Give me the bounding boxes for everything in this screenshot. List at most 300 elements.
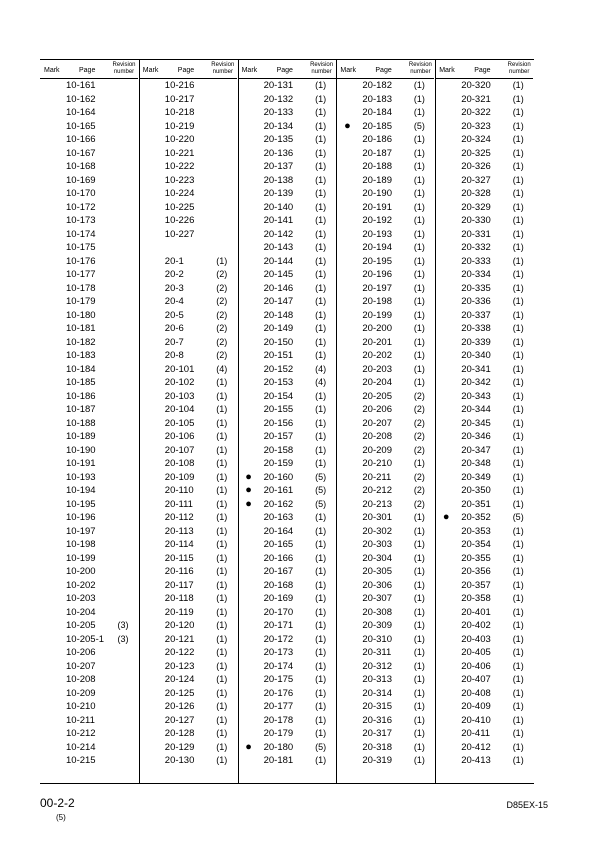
page-ref: 10-221 bbox=[164, 147, 195, 159]
revision-number: (1) bbox=[315, 647, 327, 657]
revision-number: (1) bbox=[315, 390, 327, 401]
table-row bbox=[435, 754, 533, 768]
page-ref: 20-162 bbox=[263, 498, 294, 510]
table-row bbox=[238, 376, 336, 390]
table-row bbox=[336, 336, 434, 350]
table-row bbox=[238, 349, 336, 363]
table-row bbox=[139, 565, 237, 579]
page-ref: 20-113 bbox=[164, 525, 194, 537]
page-ref: 20-144 bbox=[263, 255, 294, 267]
page-ref: 20-105 bbox=[164, 417, 195, 429]
header-revision: Revision number bbox=[507, 62, 531, 75]
page-ref: 20-349 bbox=[461, 471, 491, 483]
table-row bbox=[336, 471, 434, 485]
page-ref: 10-200 bbox=[66, 566, 96, 577]
page-ref: 20-201 bbox=[362, 336, 392, 348]
page-ref: 20-6 bbox=[164, 323, 184, 334]
revision-number: (1) bbox=[315, 566, 327, 576]
page-ref: 20-146 bbox=[263, 282, 294, 294]
table-row bbox=[40, 498, 138, 512]
table-row bbox=[336, 714, 434, 728]
table-row bbox=[40, 174, 138, 188]
table-row bbox=[40, 336, 138, 350]
page-ref: 20-171 bbox=[263, 620, 294, 631]
table-row bbox=[238, 498, 336, 512]
table-row bbox=[435, 403, 533, 417]
header-revision: Revision number bbox=[211, 62, 235, 75]
table-row bbox=[139, 754, 237, 768]
page-ref: 20-124 bbox=[164, 674, 195, 685]
revision-number: (1) bbox=[512, 471, 524, 482]
table-row bbox=[435, 201, 533, 215]
page-ref: 20-104 bbox=[164, 404, 195, 415]
page-ref: 20-413 bbox=[461, 755, 491, 766]
page-ref: 20-200 bbox=[362, 323, 392, 334]
revision-number: (1) bbox=[413, 161, 425, 171]
page-ref: 10-187 bbox=[66, 404, 96, 415]
revision-number: (1) bbox=[512, 660, 524, 671]
table-row bbox=[40, 133, 138, 147]
page-ref: 20-337 bbox=[461, 309, 491, 321]
table-row bbox=[40, 687, 138, 701]
table-row bbox=[139, 147, 237, 161]
table-row bbox=[40, 93, 138, 107]
table-row bbox=[40, 484, 138, 498]
revision-number: (1) bbox=[512, 431, 524, 441]
table-row bbox=[40, 160, 138, 174]
table-row bbox=[336, 552, 434, 566]
table-row bbox=[238, 525, 336, 539]
table-row bbox=[238, 201, 336, 215]
page-ref: 20-8 bbox=[164, 350, 184, 361]
table-row bbox=[336, 498, 434, 512]
revision-number: (1) bbox=[512, 201, 524, 212]
table-row bbox=[238, 147, 336, 161]
table-row bbox=[336, 120, 434, 134]
revision-number: (2) bbox=[413, 498, 425, 509]
revision-number: (1) bbox=[413, 701, 425, 711]
revision-number: (2) bbox=[216, 309, 228, 320]
revision-number: (1) bbox=[216, 471, 228, 482]
revision-number: (1) bbox=[315, 296, 327, 306]
revision-number: (1) bbox=[512, 269, 524, 279]
revision-number: (1) bbox=[216, 633, 228, 644]
revision-number: (1) bbox=[413, 606, 425, 617]
page-ref: 20-208 bbox=[362, 431, 392, 442]
page-ref: 20-128 bbox=[164, 728, 195, 739]
revision-number: (1) bbox=[413, 660, 425, 671]
table-row bbox=[238, 592, 336, 606]
revision-number: (1) bbox=[315, 174, 327, 185]
revision-number: (1) bbox=[413, 93, 425, 104]
table-row bbox=[435, 417, 533, 431]
page-ref: 10-216 bbox=[164, 80, 195, 91]
page-ref: 20-335 bbox=[461, 282, 491, 294]
revision-number: (1) bbox=[512, 215, 524, 225]
page-ref: 20-185 bbox=[362, 120, 392, 132]
page-ref: 20-311 bbox=[362, 647, 392, 658]
revision-number: (1) bbox=[413, 566, 425, 576]
column-rows bbox=[40, 79, 138, 768]
table-row bbox=[336, 390, 434, 404]
revision-number: (2) bbox=[216, 323, 228, 333]
page-ref: 20-106 bbox=[164, 431, 195, 442]
table-row bbox=[139, 282, 237, 296]
table-row bbox=[40, 106, 138, 120]
table-row bbox=[40, 606, 138, 620]
revision-number: (4) bbox=[315, 377, 327, 387]
table-row bbox=[336, 592, 434, 606]
table-row bbox=[139, 511, 237, 525]
page-ref: 20-145 bbox=[263, 269, 294, 280]
page-ref: 10-199 bbox=[66, 552, 96, 564]
table-row bbox=[336, 484, 434, 498]
revision-number: (1) bbox=[216, 552, 228, 563]
revision-number: (5) bbox=[315, 498, 327, 509]
page-ref: 10-161 bbox=[66, 80, 96, 91]
page-ref: 20-320 bbox=[461, 80, 491, 91]
table-row bbox=[40, 147, 138, 161]
table-row bbox=[336, 214, 434, 228]
table-row bbox=[40, 471, 138, 485]
page-ref: 20-103 bbox=[164, 390, 195, 402]
revision-number: (1) bbox=[413, 296, 425, 306]
revision-number: (1) bbox=[512, 593, 524, 603]
page-ref: 20-350 bbox=[461, 485, 491, 496]
page-ref: 20-7 bbox=[164, 336, 184, 348]
page-ref: 20-405 bbox=[461, 647, 491, 658]
revision-number: (1) bbox=[413, 647, 425, 657]
page-ref: 10-179 bbox=[66, 296, 96, 307]
page-number: 00-2-2 bbox=[40, 796, 75, 810]
page-ref: 20-109 bbox=[164, 471, 195, 483]
revision-number: (2) bbox=[216, 296, 228, 306]
revision-number: (2) bbox=[216, 336, 228, 347]
table-row bbox=[435, 160, 533, 174]
revision-number: (1) bbox=[216, 444, 228, 455]
table-row bbox=[139, 538, 237, 552]
page-ref: 20-172 bbox=[263, 633, 294, 645]
table-row bbox=[139, 660, 237, 674]
revision-number: (1) bbox=[315, 107, 327, 117]
table-row bbox=[238, 106, 336, 120]
page-ref: 20-194 bbox=[362, 242, 392, 253]
table-row bbox=[139, 390, 237, 404]
page-ref: 20-213 bbox=[362, 498, 392, 510]
page-ref: 20-409 bbox=[461, 701, 491, 712]
page-ref: 10-198 bbox=[66, 539, 96, 550]
table-row bbox=[336, 160, 434, 174]
revision-number: (1) bbox=[413, 309, 425, 320]
table-row bbox=[139, 106, 237, 120]
revision-number: (1) bbox=[216, 377, 228, 387]
table-row bbox=[139, 727, 237, 741]
revision-number: (1) bbox=[512, 323, 524, 333]
revision-number: (1) bbox=[512, 147, 524, 158]
page-ref: 20-135 bbox=[263, 134, 294, 145]
table-row bbox=[139, 633, 237, 647]
revision-number: (5) bbox=[315, 741, 327, 752]
header-revision: Revision number bbox=[408, 62, 432, 75]
page-ref: 20-153 bbox=[263, 377, 294, 388]
page-ref: 10-191 bbox=[66, 458, 96, 469]
table-row bbox=[238, 687, 336, 701]
column-header bbox=[238, 60, 336, 79]
revision-number: (1) bbox=[512, 417, 524, 428]
table-row bbox=[435, 255, 533, 269]
table-row bbox=[139, 241, 237, 255]
revision-number: (1) bbox=[512, 188, 524, 198]
page-ref: 20-132 bbox=[263, 93, 294, 105]
page-ref: 20-140 bbox=[263, 201, 294, 213]
table-row bbox=[139, 687, 237, 701]
page-ref: 20-203 bbox=[362, 363, 392, 375]
table-row bbox=[238, 619, 336, 633]
revision-mark: ● bbox=[245, 740, 252, 753]
revision-table bbox=[40, 59, 534, 784]
revision-number: (1) bbox=[315, 309, 327, 320]
header-page: Page bbox=[276, 67, 293, 74]
header-mark: Mark bbox=[340, 67, 356, 74]
page-ref: 20-411 bbox=[461, 728, 491, 739]
revision-number: (1) bbox=[413, 215, 425, 225]
table-row bbox=[40, 322, 138, 336]
column-rows bbox=[139, 79, 237, 768]
page-ref: 10-205-1 bbox=[66, 633, 105, 645]
revision-number: (1) bbox=[216, 512, 228, 522]
page-ref: 10-189 bbox=[66, 431, 96, 442]
revision-number: (1) bbox=[315, 323, 327, 333]
page-ref: 20-407 bbox=[461, 674, 491, 685]
page-ref: 20-166 bbox=[263, 552, 294, 564]
table-row bbox=[238, 579, 336, 593]
page-ref: 20-164 bbox=[263, 525, 294, 537]
table-column bbox=[336, 60, 434, 783]
page-ref: 20-158 bbox=[263, 444, 294, 456]
table-row bbox=[435, 552, 533, 566]
page-ref: 20-183 bbox=[362, 93, 392, 105]
table-row bbox=[238, 727, 336, 741]
table-row bbox=[238, 457, 336, 471]
revision-number: (1) bbox=[216, 431, 228, 441]
table-row bbox=[238, 79, 336, 93]
page-ref: 20-157 bbox=[263, 431, 294, 442]
revision-number: (1) bbox=[512, 444, 524, 455]
table-row bbox=[40, 457, 138, 471]
column-header bbox=[139, 60, 237, 79]
revision-number: (2) bbox=[216, 350, 228, 360]
revision-number: (1) bbox=[413, 593, 425, 603]
page-ref: 20-193 bbox=[362, 228, 392, 240]
page-ref: 10-226 bbox=[164, 215, 195, 226]
table-row bbox=[238, 309, 336, 323]
page-ref: 20-110 bbox=[164, 485, 194, 496]
revision-number: (1) bbox=[315, 444, 327, 455]
header-mark: Mark bbox=[142, 67, 159, 74]
column-header bbox=[336, 60, 434, 79]
page-ref: 10-225 bbox=[164, 201, 195, 213]
revision-number: (1) bbox=[216, 498, 228, 509]
page-ref: 10-194 bbox=[66, 485, 96, 496]
table-row bbox=[40, 633, 138, 647]
table-row bbox=[238, 268, 336, 282]
revision-number: (1) bbox=[315, 512, 327, 522]
revision-number: (1) bbox=[413, 174, 425, 185]
table-row bbox=[40, 727, 138, 741]
table-row bbox=[139, 336, 237, 350]
revision-number: (1) bbox=[315, 417, 327, 428]
table-row bbox=[40, 417, 138, 431]
revision-number: (1) bbox=[413, 674, 425, 684]
page-ref: 10-211 bbox=[66, 714, 95, 726]
table-row bbox=[435, 444, 533, 458]
table-row bbox=[139, 430, 237, 444]
revision-number: (1) bbox=[315, 161, 327, 171]
page-ref: 20-314 bbox=[362, 687, 392, 699]
table-row bbox=[336, 241, 434, 255]
revision-number: (1) bbox=[315, 188, 327, 198]
column-header bbox=[40, 60, 138, 79]
table-row bbox=[139, 700, 237, 714]
revision-number: (1) bbox=[315, 620, 327, 630]
revision-number: (1) bbox=[315, 404, 327, 414]
table-row bbox=[336, 282, 434, 296]
page-ref: 20-4 bbox=[164, 296, 184, 307]
table-row bbox=[238, 552, 336, 566]
revision-number: (1) bbox=[315, 660, 327, 671]
table-row bbox=[435, 93, 533, 107]
page-ref: 20-204 bbox=[362, 377, 392, 388]
page-ref: 20-176 bbox=[263, 687, 294, 699]
revision-number: (1) bbox=[413, 633, 425, 644]
page-ref: 20-351 bbox=[461, 498, 491, 510]
page-ref: 10-183 bbox=[66, 350, 96, 361]
table-row bbox=[40, 444, 138, 458]
revision-number: (1) bbox=[315, 593, 327, 603]
header-revision: Revision number bbox=[112, 62, 136, 75]
page-ref: 20-126 bbox=[164, 701, 195, 712]
revision-number: (1) bbox=[315, 701, 327, 711]
table-row bbox=[139, 214, 237, 228]
revision-number: (1) bbox=[315, 633, 327, 644]
table-row bbox=[40, 592, 138, 606]
revision-number: (1) bbox=[315, 336, 327, 347]
revision-number: (1) bbox=[512, 255, 524, 266]
page-ref: 10-185 bbox=[66, 377, 96, 388]
table-row bbox=[139, 457, 237, 471]
revision-number: (1) bbox=[315, 431, 327, 441]
table-row bbox=[40, 673, 138, 687]
page-ref: 20-322 bbox=[461, 107, 491, 118]
revision-number: (1) bbox=[216, 255, 228, 266]
table-row bbox=[40, 228, 138, 242]
table-row bbox=[435, 471, 533, 485]
revision-number: (2) bbox=[413, 431, 425, 441]
revision-number: (1) bbox=[413, 552, 425, 563]
page-ref: 20-169 bbox=[263, 593, 294, 604]
revision-number: (1) bbox=[315, 674, 327, 684]
revision-number: (1) bbox=[216, 525, 228, 536]
page-ref: 10-207 bbox=[66, 660, 96, 672]
revision-number: (1) bbox=[512, 228, 524, 239]
table-row bbox=[336, 457, 434, 471]
revision-number: (1) bbox=[512, 336, 524, 347]
table-row bbox=[238, 430, 336, 444]
table-row bbox=[40, 714, 138, 728]
page-ref: 10-217 bbox=[164, 93, 195, 105]
table-row bbox=[139, 174, 237, 188]
revision-number: (1) bbox=[315, 525, 327, 536]
revision-number: (1) bbox=[216, 714, 228, 725]
page-ref: 10-165 bbox=[66, 120, 96, 132]
revision-number: (2) bbox=[216, 269, 228, 279]
table-row bbox=[336, 525, 434, 539]
table-row bbox=[139, 255, 237, 269]
page-ref: 20-1 bbox=[164, 255, 184, 267]
revision-number: (1) bbox=[512, 309, 524, 320]
revision-number: (1) bbox=[512, 350, 524, 360]
table-row bbox=[238, 633, 336, 647]
page-ref: 10-195 bbox=[66, 498, 96, 510]
table-row bbox=[139, 309, 237, 323]
page-ref: 20-304 bbox=[362, 552, 392, 564]
table-row bbox=[139, 484, 237, 498]
table-row bbox=[435, 606, 533, 620]
revision-number: (1) bbox=[512, 161, 524, 171]
page-ref: 10-167 bbox=[66, 147, 96, 159]
page-ref: 20-354 bbox=[461, 539, 491, 550]
page-ref: 10-168 bbox=[66, 161, 96, 172]
revision-number: (1) bbox=[216, 728, 228, 738]
revision-number: (1) bbox=[413, 579, 425, 590]
table-row bbox=[435, 241, 533, 255]
table-row bbox=[435, 579, 533, 593]
page-ref: 20-195 bbox=[362, 255, 392, 267]
page-ref: 20-174 bbox=[263, 660, 294, 672]
table-row bbox=[336, 700, 434, 714]
table-row bbox=[435, 673, 533, 687]
page-ref: 20-336 bbox=[461, 296, 491, 307]
table-row bbox=[40, 376, 138, 390]
revision-number: (1) bbox=[216, 687, 228, 698]
table-row bbox=[435, 174, 533, 188]
revision-number: (1) bbox=[512, 755, 524, 765]
page-ref: 10-206 bbox=[66, 647, 96, 658]
revision-mark: ● bbox=[245, 484, 252, 496]
table-row bbox=[336, 646, 434, 660]
table-row bbox=[435, 511, 533, 525]
revision-number: (1) bbox=[315, 606, 327, 617]
page-ref: 20-334 bbox=[461, 269, 491, 280]
page-ref: 10-175 bbox=[66, 242, 96, 253]
table-row bbox=[238, 700, 336, 714]
revision-number: (1) bbox=[315, 755, 327, 765]
page-ref: 20-202 bbox=[362, 350, 392, 361]
table-row bbox=[40, 295, 138, 309]
table-row bbox=[435, 363, 533, 377]
table-row bbox=[139, 619, 237, 633]
table-row bbox=[435, 147, 533, 161]
table-row bbox=[435, 214, 533, 228]
table-row bbox=[435, 646, 533, 660]
table-row bbox=[40, 700, 138, 714]
table-row bbox=[139, 592, 237, 606]
page-ref: 10-177 bbox=[66, 269, 96, 280]
table-row bbox=[139, 525, 237, 539]
page-ref: 20-316 bbox=[362, 714, 392, 726]
table-row bbox=[435, 228, 533, 242]
page-ref: 20-401 bbox=[461, 606, 491, 618]
